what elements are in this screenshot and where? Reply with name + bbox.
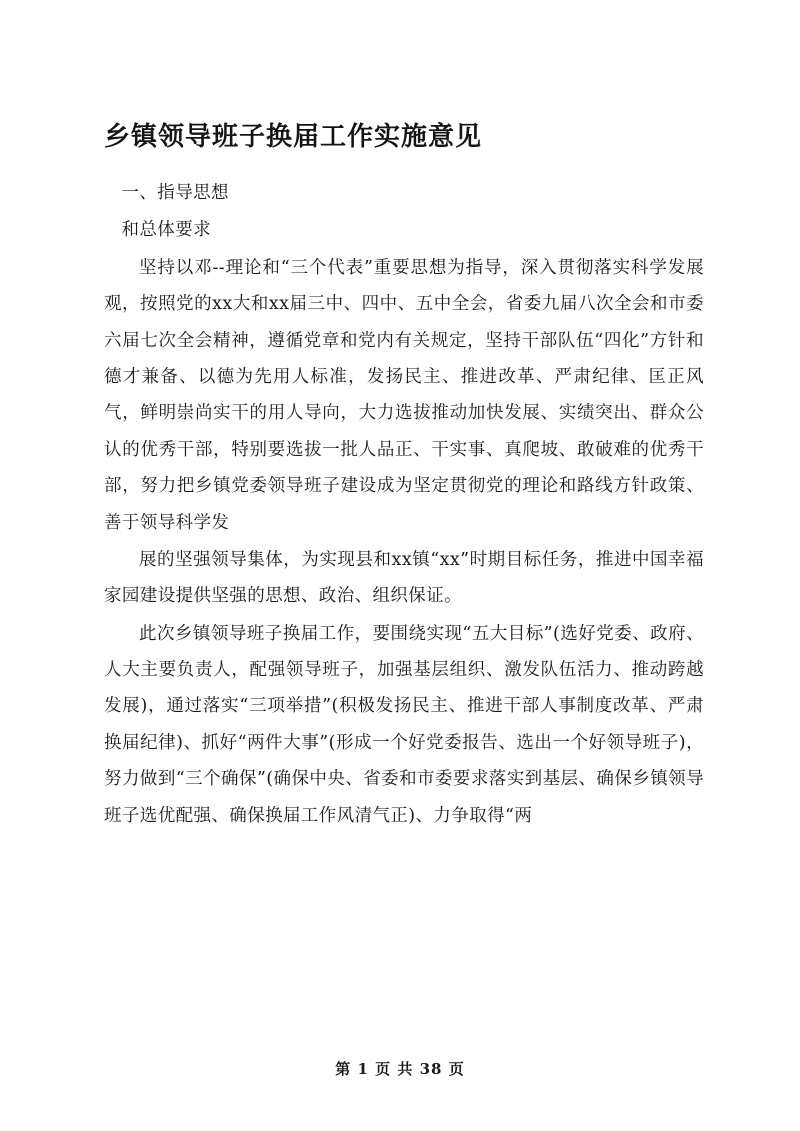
body-paragraph-1: 坚持以邓--理论和“三个代表”重要思想为指导，深入贯彻落实科学发展观，按照党的xx大和xx届三中、四中、五中全会，省委九届八次全会和市委六届七次全会精神，遵循党章和党内有关规定，坚持干部队伍“四化”方针和德才兼备、以德为先用人标准，发扬民主、推进改革、严肃纪律、匡正风气，鲜明崇尚实干的用人导向，大力选拔推动加快发展、实绩突出、群众公认的优秀干部，特别要选拔一批人品正、干实事、真爬坡、敢破难的优秀干部，努力把乡镇党委领导班子建设成为坚定贯彻党的理论和路线方针政策、善于领导科学发	[104, 257, 704, 533]
section-subheading: 和总体要求	[121, 220, 211, 241]
section-heading: 一、指导思想	[121, 183, 229, 203]
page-title: 乡镇领导班子换届工作实施意见	[104, 122, 483, 152]
document-body	[104, 118, 704, 835]
page-footer: 第 1 页 共 38 页	[335, 1060, 465, 1078]
body-paragraph-3: 此次乡镇领导班子换届工作，要围绕实现“五大目标”(选好党委、政府、人大主要负责人，配强领导班子，加强基层组织、激发队伍活力、推动跨越发展)，通过落实“三项举措”(积极发扬民主、推进干部人事制度改革、严肃换届纪律)、抓好“两件大事”(形成一个好党委报告、选出一个好领导班子)，努力做到“三个确保”(确保中央、省委和市委要求落实到基层、确保乡镇领导班子选优配强、确保换届工作风清气正)、力争取得“两	[104, 623, 704, 826]
body-paragraph-2: 展的坚强领导集体，为实现县和xx镇“xx”时期目标任务，推进中国幸福家园建设提供坚强的思想、政治、组织保证。	[104, 549, 704, 607]
